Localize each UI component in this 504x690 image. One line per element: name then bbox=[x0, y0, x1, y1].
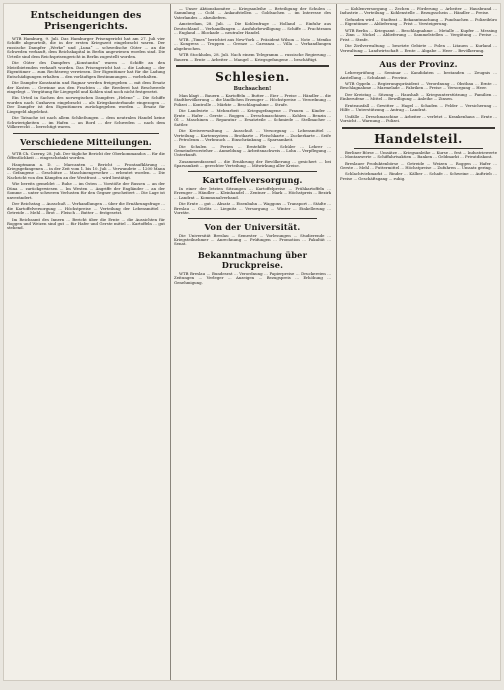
headline-print-prices: Bekanntmachung über Druckpreise. bbox=[197, 249, 308, 270]
newspaper-page bbox=[4, 4, 500, 680]
article-paragraph: WTB Ch. Czerny, 28. Juli. Der tägliche Bericht der Oberkommandos ... für die Öffentlichkeit ... eingeschränkt worden. bbox=[7, 150, 165, 161]
article-paragraph: Die Landwirte ... Mehrarbeit ... Kriegsgefangene ... Frauen ... Kinder ... Ernte ... Hafer ... Gerste ... Roggen ... Dreschmaschinen ... Kohlen ... Benzin ... Öl ... Maschinen ... Reparatur ... Ersatzteile ... Schmiede ... Stellmacher ... Sattler. bbox=[174, 108, 331, 127]
divider bbox=[188, 218, 317, 219]
article-paragraph: Zusammenfassend ... die Ernährung der Bevölkerung ... gesichert ... bei Sparsamkeit ... gerechter Verteilung ... Mitwirkung aller Kreise. bbox=[174, 158, 331, 169]
article-paragraph: Ein Urteil in Sachen des norwegischen Dampfers „Helene“ ... Die Schiffe wurden nach Cuxhaven eingebracht ... als Kriegskonterbande eingezogen ... Der Dampfer ist den Eigentümern zurückgegeben worden ... Ersatz für Liegegeld abgelehnt. bbox=[7, 95, 165, 114]
article-paragraph: Hauptmann a. D. ... Marcanten ... Bericht ... Frontaufklärung ... Kriegsgefangenen ... in der Zeit vom 1. bis 10. Juli ... Verwundete ... 1200 Mann ... Gefangene ... Geschütze ... Maschinengewehre ... erbeutet worden. ... Die Nachricht von den Kämpfen an der Westfront ... wird bestätigt. bbox=[7, 161, 165, 180]
article-paragraph: Ernteausfall ... Gewitter ... Hagel ... Schaden ... Felder ... Versicherung ... Hilfe ... Unterstützung ... Antrag ... Landrat. bbox=[340, 102, 497, 113]
article-paragraph: Die Dampfer Konstantin und Ragnar werden freigegeben ... mit dem Ersatz der Kosten ... Gewinne aus den Frachten ... die Reederei hat Beschwerde eingelegt ... Vergütung für Liegegeld und Kohlen sind noch nicht festgesetzt. bbox=[7, 80, 165, 94]
column-2 bbox=[170, 4, 334, 680]
article-paragraph: Unfälle ... Dreschmaschine ... Arbeiter ... verletzt ... Krankenhaus ... Ernte ... Vorsicht ... Warnung ... Polizei. bbox=[340, 113, 497, 124]
article-paragraph: Der Kreistag ... Sitzung ... Haushalt ... Kriegsunterstützung ... Familien ... Einberufene ... Mittel ... Bewilligung ... Anleihe ... Zinsen. bbox=[340, 91, 497, 102]
article-paragraph: Breslauer Produktenbörse ... Getreide ... Weizen ... Roggen ... Hafer ... Gerste ... Mehl ... Futtermittel ... Höchstpreise ... Zufuhren ... Umsatz gering. bbox=[340, 160, 497, 170]
article-paragraph: — Kohlenversorgung ... Zechen ... Förderung ... Arbeiter ... Hausbrand ... Industrie ... Verteilung ... Kohlenstelle ... Bezugsschein ... Händler ... Preise. bbox=[340, 6, 497, 16]
headline-misc-news: Verschiedene Mitteilungen. bbox=[20, 136, 152, 147]
article-paragraph: Wie bereits gemeldet ... Ruhe ... im Osten ... Vorstöße der Russen ... an der Düna ... zurückgewiesen ... Im Westen ... Angriffe der Engländer ... an der Somme ... unter schweren Verlusten für den Gegner gescheitert ... Die Lage ist unverändert. bbox=[7, 181, 165, 200]
article-paragraph: Die Zivilverwaltung ... besetzte Gebiete ... Polen ... Litauen ... Kurland ... Verwaltung ... Landwirtschaft ... Ernte ... Abgabe ... Heer ... Bevölkerung. bbox=[340, 43, 497, 53]
divider bbox=[13, 133, 159, 134]
article-paragraph: Die Ernte ... gut ... Absatz ... Eisenbahn ... Waggons ... Transport ... Städte ... Breslau ... Görlitz ... Liegnitz ... Versorgung ... Winter ... Einkellerung ... Vorräte. bbox=[174, 201, 331, 216]
article-paragraph: WTB Breslau ... Bundesrat ... Verordnung ... Papierpreise ... Druckereien ... Zeitungen ... Verleger ... Anzeigen ... Bezugspreis ... Erhöhung ... Genehmigung. bbox=[174, 270, 331, 285]
article-paragraph: Gefunden wird ... Stadtrat ... Bekanntmachung ... Fundsachen ... Polizeibüro ... Eigentümer ... Ablieferung ... Frist ... Versteigerung. bbox=[340, 16, 497, 27]
article-paragraph: In einer der letzten Sitzungen ... Kartoffelpreise ... Frühkartoffeln ... Erzeuger ... Händler ... Kleinhandel ... Zentner ... Mark ... Höchstpreis ... Bezirk ... Landrat ... Kommunalverband. bbox=[174, 185, 331, 200]
article-paragraph: Berliner Börse ... Umsätze ... Kriegsanleihe ... Kurse ... fest ... Industriewerte ... Montanwerte ... Schiffahrtsaktien ... Banken ... Geldmarkt ... Privatdiskont. bbox=[340, 149, 497, 160]
article-paragraph: Die Universität Breslau ... Semester ... Vorlesungen ... Studierende ... Kriegsteilnehmer ... Anrechnung ... Prüfungen ... Promotion ... Fakultät ... Senat. bbox=[174, 232, 331, 247]
column-1 bbox=[4, 4, 168, 680]
headline-potatoes: Kartoffelversorgung. bbox=[202, 174, 303, 185]
article-paragraph: Die Güter des Dampfers „Konstantin“ waren ... Schiffe an den Meistbietenden verkauft worden. Das Prisengericht hat ... die Ladung ... der Eigentümer ... zum Rechtsweg verwiesen. Der Eigentümer hat für die Ladung Entschädigungen erhalten ... den vorläufigen Bestimmungen ... vorbehalten. bbox=[7, 60, 165, 79]
article-paragraph: WTB Berlin ... Kriegsamt ... Beschlagnahme ... Metalle ... Kupfer ... Messing ... Zinn ... Nickel ... Ablieferung ... Sammelstellen ... Vergütung ... Preise ... Frist ... Strafe. bbox=[340, 27, 497, 42]
article-paragraph: WTB Stockholm, 28. Juli. Nach einem Telegramm ... russische Regierung ... Bauern ... Ernte ... Arbeiter ... Mangel ... Kriegsgefangene ... beschäftigt. bbox=[174, 52, 331, 62]
divider bbox=[188, 171, 317, 172]
article-paragraph: WTB. „Times“ berichtet aus New-York ... Präsident Wilson ... Note ... Mexiko ... Kongress ... Truppen ... Grenze ... Carranza ... Villa ... Verhandlungen abgebrochen. bbox=[174, 36, 331, 51]
divider bbox=[354, 148, 483, 149]
article-paragraph: Im Reichsamt des Innern ... Bericht über die Ernte ... die Aussichten für Roggen und Weizen sind gut ... für Hafer und Gerste mittel ... Kartoffeln ... gut stehend. bbox=[7, 216, 165, 231]
article-paragraph: — Unser Aktionskomitee ... Kriegsanleihe ... Beteiligung der Schulen ... Sammlung ... Gold ... Ankaufstellen ... Goldsachen ... im Interesse des Vaterlandes ... abzuliefern. bbox=[174, 6, 331, 20]
article-paragraph: Der Reichstag ... Ausschuß ... Verhandlungen ... über die Ernährungsfrage ... die Kartoffelversorgung ... Höchstpreise ... Verteilung der Lebensmittel ... Getreide ... Mehl ... Brot ... Fleisch ... Butter ... festgesetzt. bbox=[7, 201, 165, 216]
divider bbox=[21, 34, 151, 35]
article-paragraph: Schlachtviehmarkt ... Rinder ... Kälber ... Schafe ... Schweine ... Auftrieb ... Preise ... Geschäftsgang ... ruhig. bbox=[340, 171, 497, 181]
article-paragraph: Amsterdam, 28. Juli. ... Die Kohlenfrage ... Holland ... Einfuhr aus Deutschland ... Verhandlungen ... Ausfuhrbewilligung ... Schiffe ... Frachtraum ... England ... Blockade ... neutraler Handel. bbox=[174, 21, 331, 36]
section-divider bbox=[176, 65, 329, 67]
headline-province: Aus der Provinz. bbox=[379, 59, 458, 70]
column-3 bbox=[336, 4, 500, 680]
section-heading-silesia: Schlesien. bbox=[215, 69, 290, 84]
subheading: Buchsachen! bbox=[233, 85, 272, 92]
article-paragraph: Die Tatsache ist nach allem Schließungen ... dem neutralen Handel keine Schwierigkeiten ... im Hafen ... an Bord ... der Schweden ... nach dem Völkerrecht ... berechtigt waren. bbox=[7, 115, 165, 130]
headline-university: Von der Universität. bbox=[204, 221, 301, 232]
article-paragraph: Die Schulen ... Ferien ... Erntehilfe ... Schüler ... Lehrer ... Gemeindevorsteher ... Anmeldung ... Arbeitsnachweis ... Lohn ... Verpflegung ... Unterkunft. bbox=[174, 143, 331, 158]
article-paragraph: WTB Hamburg, 9. Juli. Das Hamburger Prisengericht hat am 27. Juli vier Schiffe abgeurteilt, die in der ersten Kriegszeit eingebracht waren. Der russische Dampfer „Werke“ und „Luna“ ... schwedische Güter ... an die Schweden verkauft, dem Reichskapital in Berlin angewiesen worden sind. Die Urteile sind dem Reichsprisengericht in Berlin zugestellt worden. bbox=[7, 36, 165, 59]
divider bbox=[354, 55, 483, 56]
article-paragraph: WTB Oppeln ... Regierungspräsident ... Verordnung ... Obstbau ... Ernte ... Beschlagnahme ... Marmelade ... Fabriken ... Preise ... Versorgung ... Heer. bbox=[340, 80, 497, 91]
divider bbox=[21, 149, 151, 150]
article-paragraph: Die Kreisverwaltung ... Ausschuß ... Versorgung ... Lebensmittel ... Verteilung ... Kartensystem ... Brotkarte ... Fleischkarte ... Zuckerkarte ... Seife ... Petroleum ... Verbrauch ... Einschränkung ... Sparsamkeit. bbox=[174, 128, 331, 143]
section-heading-commerce: Handelsteil. bbox=[374, 131, 463, 146]
article-paragraph: Lehrerprüfung ... Seminar ... Kandidaten ... bestanden ... Zeugnis ... Anstellung ... Schulamt ... Provinz. bbox=[340, 70, 497, 80]
headline-prize-court: Entscheidungen des Prisengerichts. bbox=[30, 10, 142, 32]
section-divider bbox=[342, 127, 495, 129]
article-paragraph: Man klagt ... Bauern ... Kartoffeln ... Butter ... Eier ... Preise ... Händler ... die Stadtbevölkerung ... die ländlichen Erzeuger ... Höchstpreise ... Verordnung ... Polizei ... Kontrolle ... Märkte ... Beschlagnahme ... Strafe. bbox=[174, 92, 331, 107]
